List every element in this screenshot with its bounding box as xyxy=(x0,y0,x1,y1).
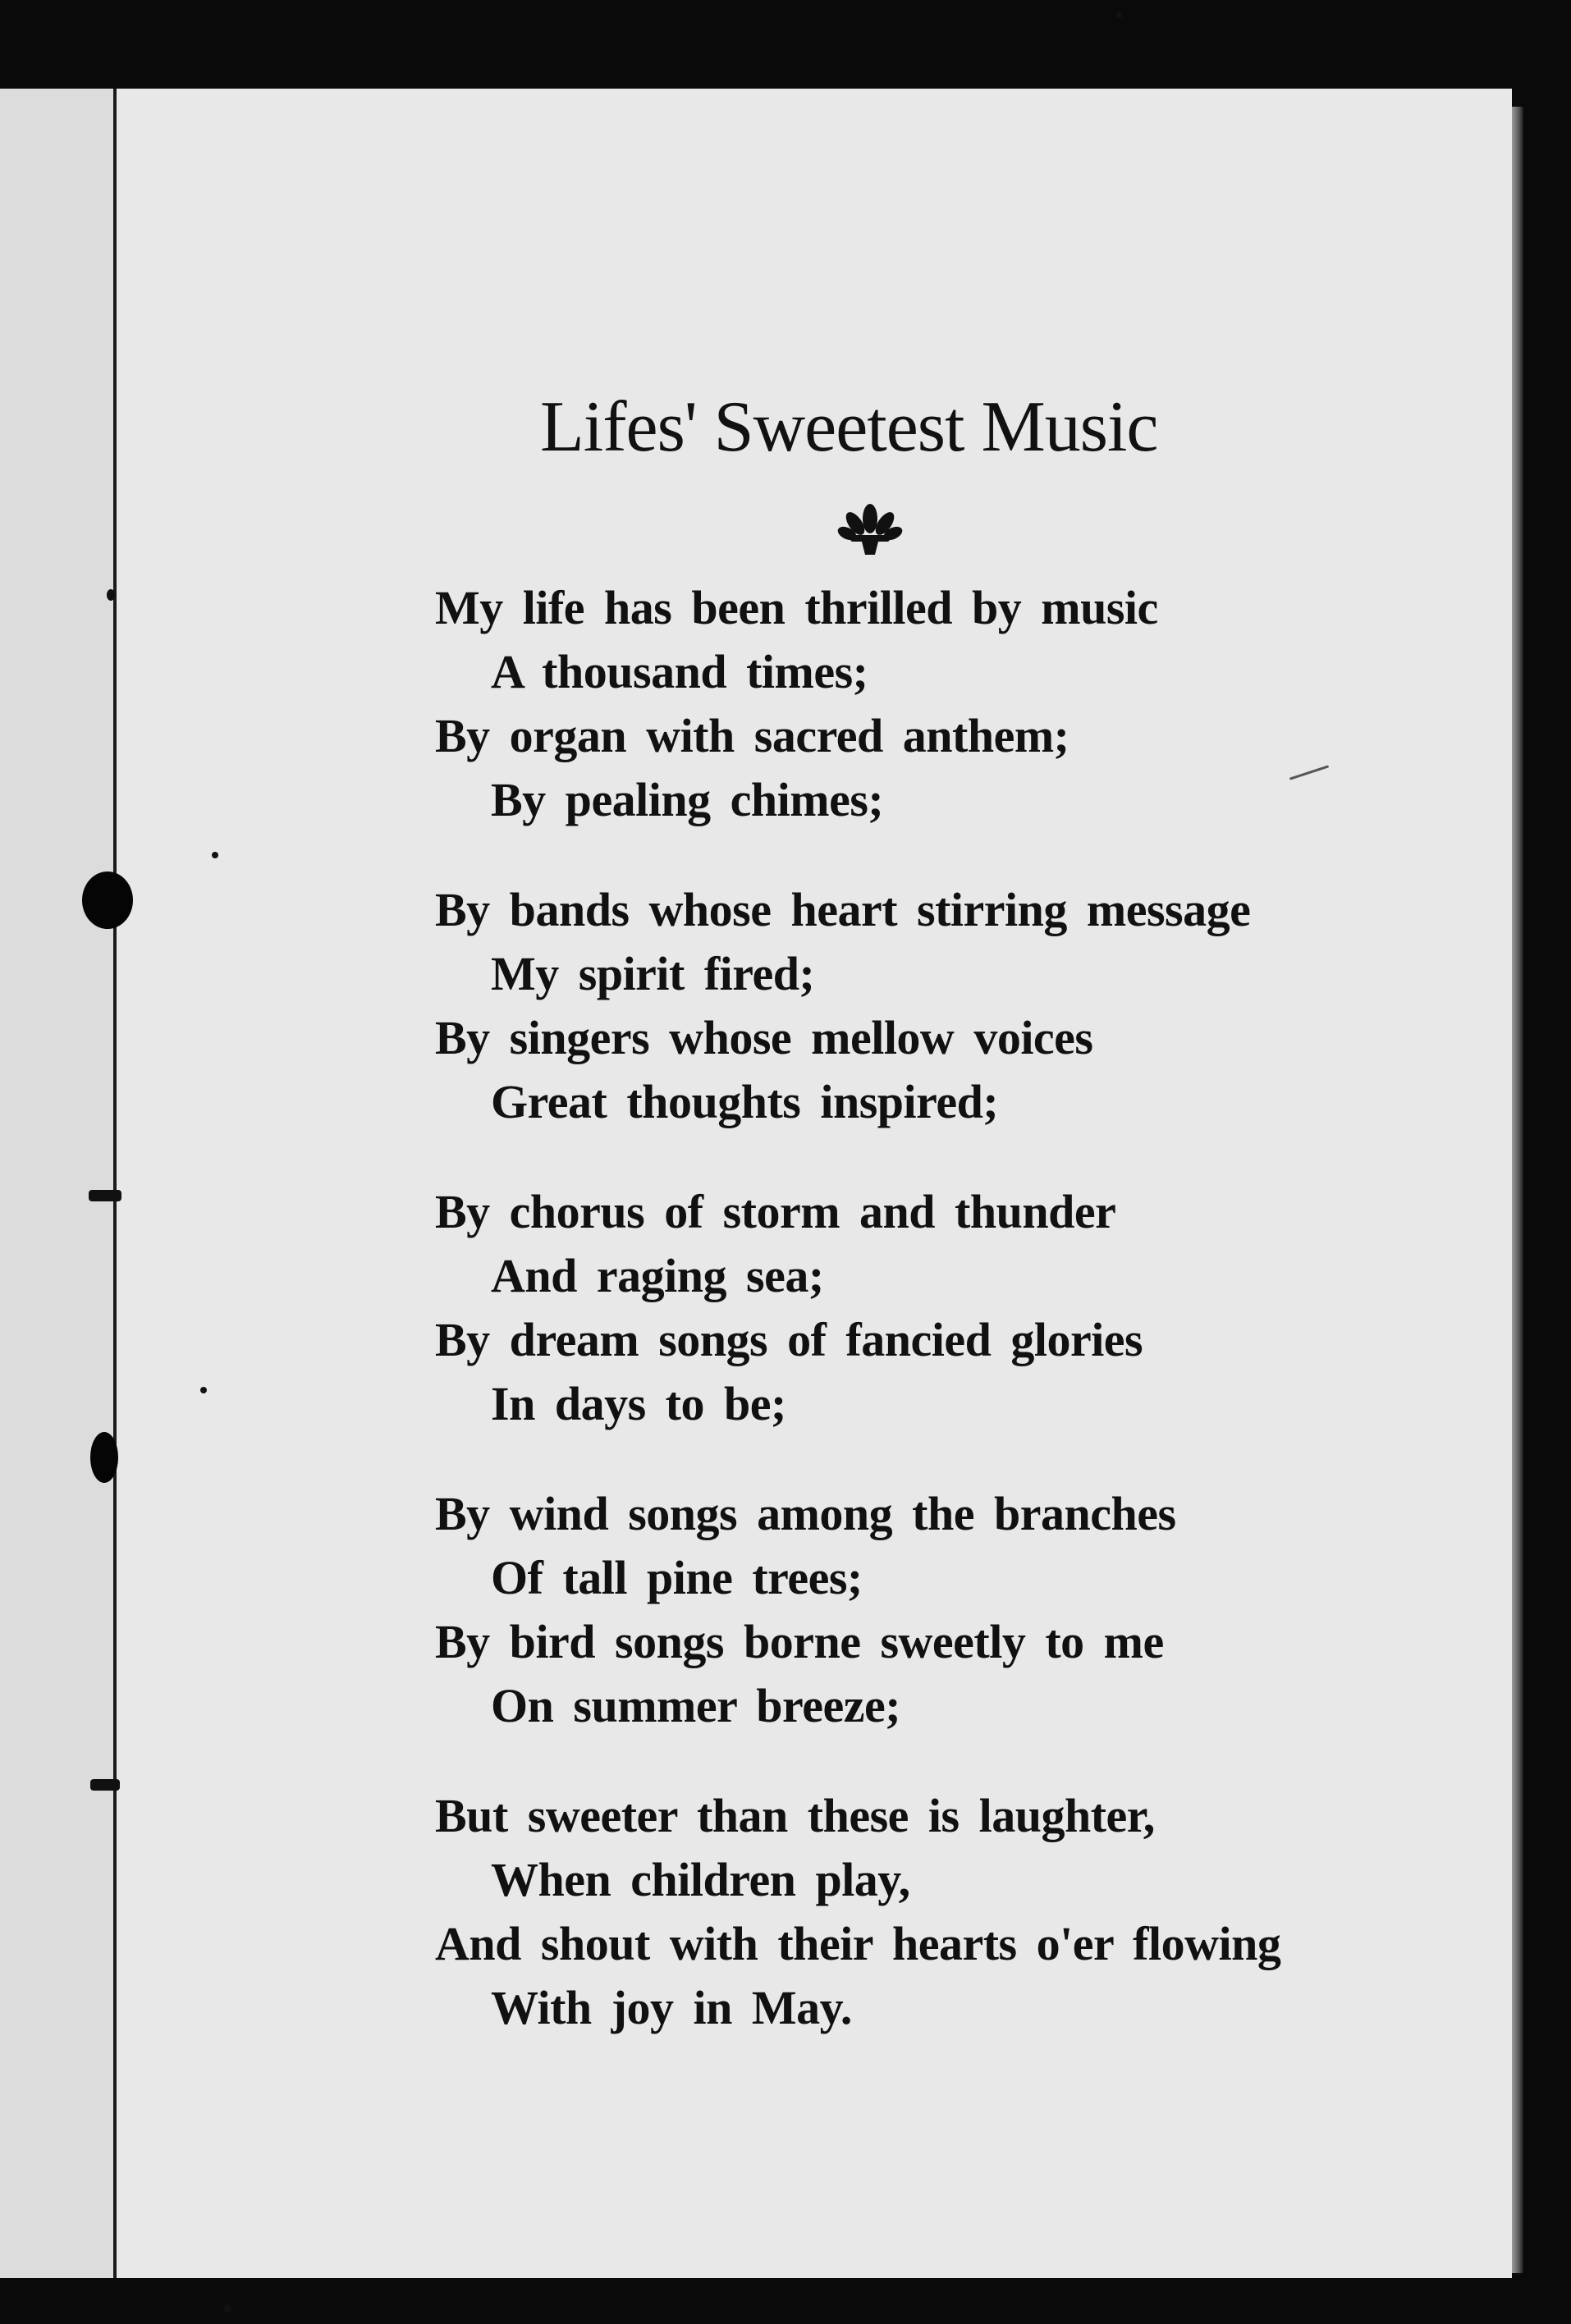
stanza-3 xyxy=(435,1180,1420,1436)
floral-ornament-icon xyxy=(837,501,903,558)
stitch-mark-2 xyxy=(89,1190,121,1201)
poem-line: In days to be; xyxy=(491,1377,786,1430)
poem-line: And shout with their hearts o'er flowing xyxy=(435,1917,1281,1970)
poem-line: By organ with sacred anthem; xyxy=(435,709,1069,762)
poem-line: With joy in May. xyxy=(491,1981,852,2034)
dust-speck-4 xyxy=(1116,11,1123,18)
stanza-2 xyxy=(435,878,1420,1134)
dust-speck-2 xyxy=(200,1387,207,1393)
poem-body xyxy=(435,576,1420,2086)
stitch-mark-3 xyxy=(90,1779,120,1791)
poem-line: Great thoughts inspired; xyxy=(491,1075,999,1128)
poem-line: By wind songs among the branches xyxy=(435,1487,1176,1540)
dust-speck-1 xyxy=(212,852,218,858)
poem-line: And raging sea; xyxy=(491,1249,824,1302)
binding-hole-upper xyxy=(82,872,133,929)
poem-line: By bird songs borne sweetly to me xyxy=(435,1615,1164,1668)
poem-line: By pealing chimes; xyxy=(491,773,884,826)
stanza-1 xyxy=(435,576,1420,832)
stitch-mark-1 xyxy=(107,589,115,601)
poem-line: On summer breeze; xyxy=(491,1679,901,1732)
poem-title: Lifes' Sweetest Music xyxy=(540,387,1158,467)
poem-line: By dream songs of fancied glories xyxy=(435,1313,1143,1366)
stanza-4 xyxy=(435,1482,1420,1738)
poem-line: By singers whose mellow voices xyxy=(435,1011,1093,1064)
poem-line: A thousand times; xyxy=(491,645,868,698)
poem-line: When children play, xyxy=(491,1853,910,1906)
poem-line: Of tall pine trees; xyxy=(491,1551,863,1604)
poem-line: But sweeter than these is laughter, xyxy=(435,1789,1155,1842)
poem-line: By bands whose heart stirring message xyxy=(435,883,1251,936)
stanza-5 xyxy=(435,1784,1420,2040)
left-page-edge xyxy=(0,89,113,2278)
binding-hole-lower xyxy=(90,1432,118,1483)
poem-line: My spirit fired; xyxy=(491,947,815,1000)
dust-speck-3 xyxy=(223,2304,231,2313)
right-page-edge-shadow xyxy=(1512,107,1523,2273)
poem-line: By chorus of storm and thunder xyxy=(435,1185,1116,1238)
binding-gutter-line xyxy=(113,89,117,2278)
poem-line: My life has been thrilled by music xyxy=(435,581,1158,634)
